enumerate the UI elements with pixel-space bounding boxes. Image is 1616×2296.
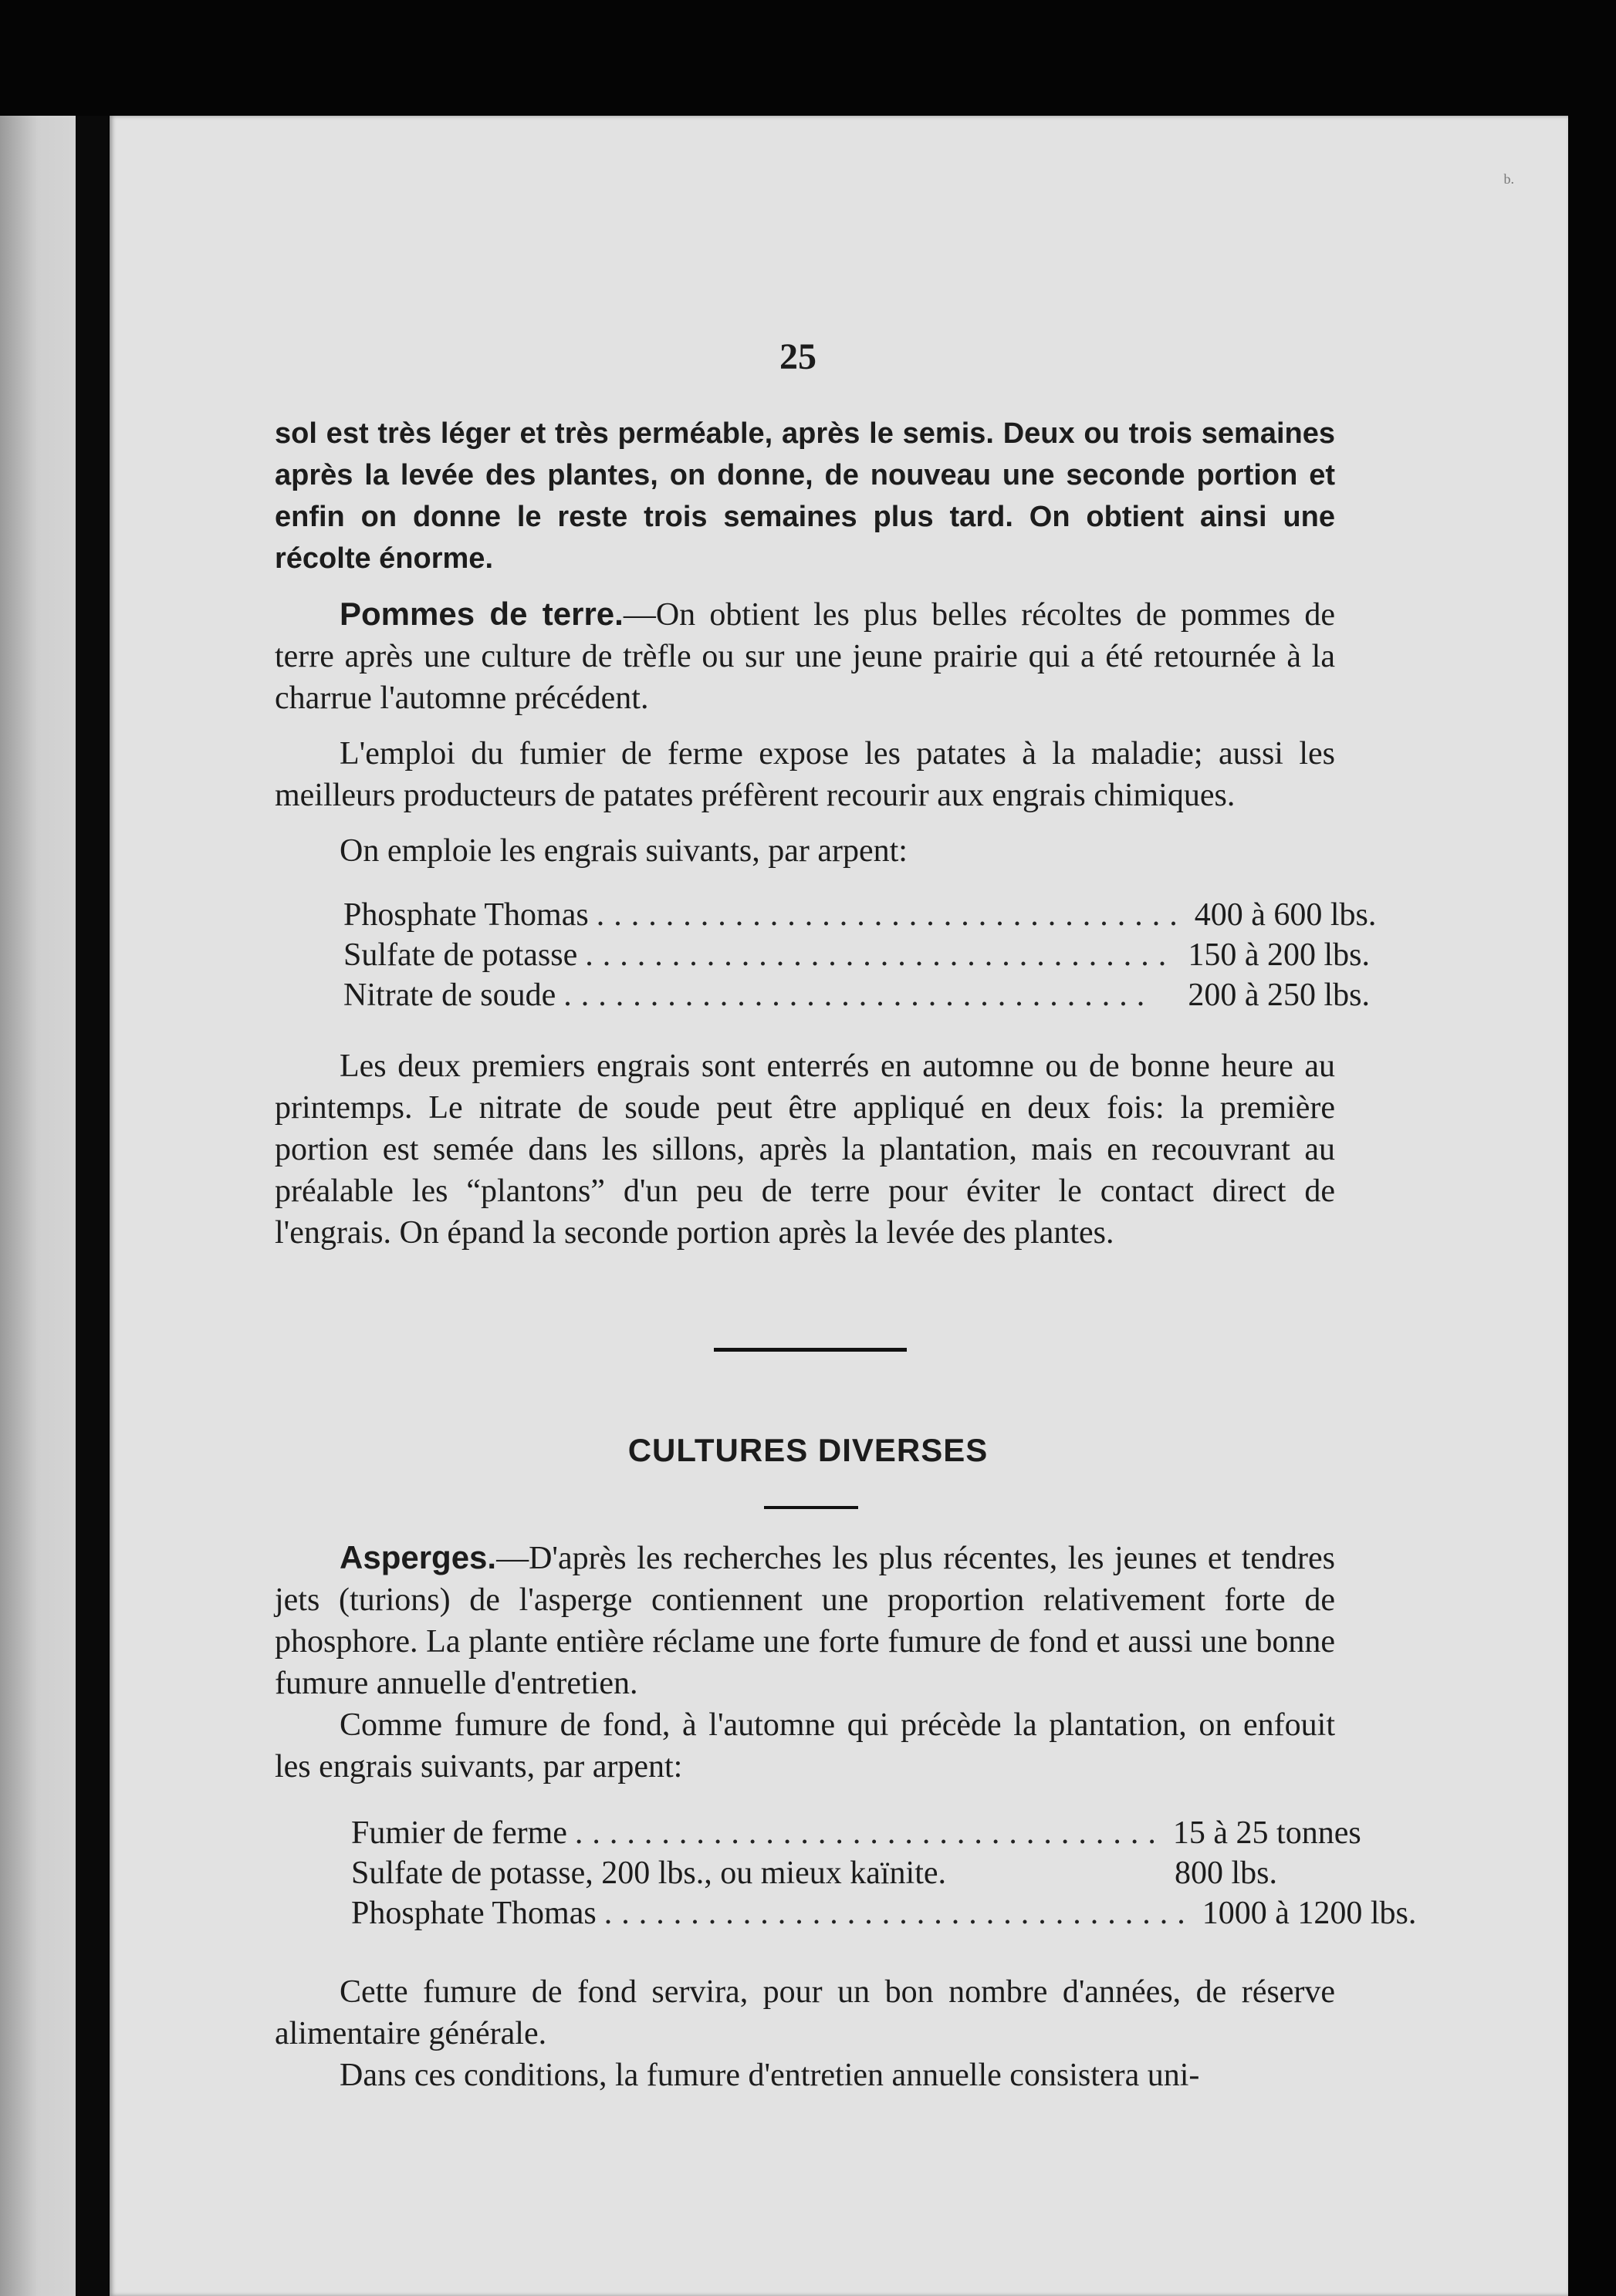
- fertilizer-amount: 200 à 250 lbs.: [1188, 977, 1370, 1013]
- potato-fertilizer-list: [343, 895, 1377, 1015]
- fertilizer-name: Phosphate Thomas: [351, 1896, 597, 1931]
- potatoes-text: —On obtient les plus belles récoltes de pommes de terre après une culture de trèfle ou sur une jeune prairie qui a été retournée à la charrue l'automne précédent.: [275, 597, 1335, 716]
- leader-dots: ..................................: [596, 897, 1187, 933]
- fertilizer-name: Sulfate de potasse, 200 lbs., ou mieux kaïnite.: [351, 1855, 947, 1891]
- list-item: [343, 975, 1370, 1015]
- list-item: [351, 1893, 1417, 1933]
- upper-text: [275, 413, 1335, 886]
- fertilizer-amount: 400 à 600 lbs.: [1194, 897, 1377, 933]
- list-item: [351, 1853, 1277, 1893]
- fertilizer-name: Fumier de ferme: [351, 1815, 567, 1851]
- asparagus-heading: Asperges.: [340, 1539, 497, 1575]
- leader-dots: ..................................: [574, 1815, 1165, 1851]
- title-underline: [764, 1506, 858, 1509]
- asparagus-paragraph-3: Cette fumure de fond servira, pour un bon nombre d'années, de réserve alimentaire générale.: [275, 1974, 1335, 2051]
- intro-paragraph: sol est très léger et très perméable, après le semis. Deux ou trois semaines après la levée des plantes, on donne, de nouveau une seconde portion et enfin on donne le reste trois semaines plus tard. On obtient ainsi une récolte énorme.: [275, 417, 1335, 575]
- asparagus-text-1: —D'après les recherches les plus récentes, les jeunes et tendres jets (turions) de l'asperge contiennent une proportion relativement forte de phosphore. La plante entière réclame une forte fumure de fond et aussi une bonne fumure annuelle d'entretien.: [275, 1541, 1335, 1701]
- asparagus-text: [275, 1537, 1335, 1801]
- potatoes-paragraph-3: On emploie les engrais suivants, par arpent:: [340, 833, 908, 869]
- fertilizer-amount: 150 à 200 lbs.: [1188, 937, 1370, 973]
- list-item: [343, 895, 1377, 935]
- asparagus-fertilizer-list: [351, 1813, 1417, 1933]
- asparagus-closing-text: [275, 1971, 1335, 2110]
- asparagus-paragraph-4: Dans ces conditions, la fumure d'entretien annuelle consistera uni-: [340, 2058, 1200, 2093]
- fertilizer-amount: 15 à 25 tonnes: [1172, 1815, 1361, 1851]
- leader-dots: ..................................: [603, 1896, 1195, 1931]
- potatoes-paragraph: [275, 593, 1335, 719]
- potatoes-paragraph-4: Les deux premiers engrais sont enterrés en automne ou de bonne heure au printemps. Le nitrate de soude peut être appliqué en deux fois: la première portion est semée dans les sillons, après la plantation, mais en recouvrant au préalable les “plantons” d'un peu de terre pour éviter le contact direct de l'engrais. On épand la seconde portion après la levée des plantes.: [275, 1048, 1335, 1251]
- fertilizer-name: Nitrate de soude: [343, 977, 556, 1013]
- potatoes-paragraph-2: L'emploi du fumier de ferme expose les patates à la maladie; aussi les meilleurs producteurs de patates préfèrent recourir aux engrais chimiques.: [275, 736, 1335, 813]
- leader-dots: ..................................: [563, 977, 1155, 1013]
- section-title: CULTURES DIVERSES: [627, 1432, 989, 1468]
- fertilizer-name: Phosphate Thomas: [343, 897, 589, 933]
- fertilizer-name: Sulfate de potasse: [343, 937, 578, 973]
- fertilizer-amount: 1000 à 1200 lbs.: [1202, 1896, 1417, 1931]
- asparagus-paragraph: [275, 1537, 1335, 1704]
- list-item: [343, 935, 1370, 975]
- corner-mark: b.: [1503, 171, 1514, 187]
- potatoes-heading: Pommes de terre.: [340, 596, 624, 632]
- list-item: [351, 1813, 1361, 1853]
- section-divider: [714, 1348, 907, 1352]
- leader-dots: ..................................: [585, 937, 1176, 973]
- page-number: 25: [779, 336, 816, 377]
- fertilizer-amount: 800 lbs.: [1174, 1855, 1277, 1891]
- asparagus-paragraph-2: Comme fumure de fond, à l'automne qui précède la plantation, on enfouit les engrais suivants, par arpent:: [275, 1707, 1335, 1784]
- potato-application-text: [275, 1045, 1335, 1268]
- book-gutter: [76, 116, 108, 2296]
